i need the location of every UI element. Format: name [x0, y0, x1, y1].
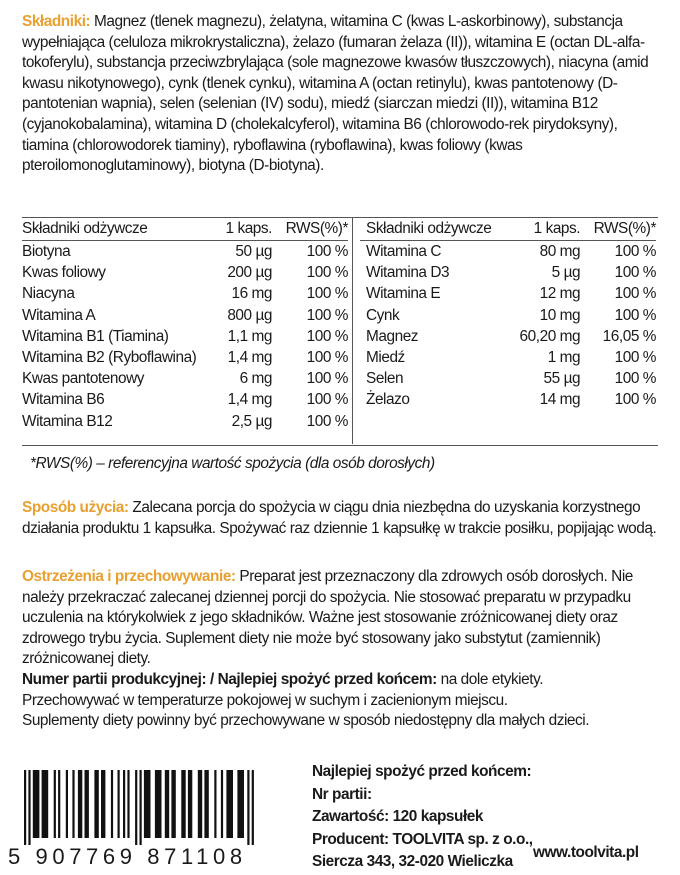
table-row — [22, 368, 348, 389]
barcode-bar — [42, 770, 49, 838]
nutrient-name: Witamina B6 — [22, 391, 105, 409]
table-column-divider — [352, 218, 353, 444]
storage-text: Przechowywać w temperaturze pokojowej w suchym i zacienionym miejscu. — [22, 691, 508, 709]
barcode-bar — [33, 770, 40, 838]
nutrient-amount: 16 mg — [231, 285, 272, 303]
nutrient-rws: 100 % — [306, 264, 348, 282]
barcode-bar — [58, 770, 60, 838]
table-row — [360, 305, 656, 326]
nutrition-table-left — [22, 218, 348, 432]
producer-label: Producent: TOOLVITA sp. z o.o., — [312, 830, 533, 848]
nutrient-rws: 100 % — [306, 327, 348, 345]
nutrient-name: Witamina C — [366, 243, 442, 260]
nutrient-name: Witamina B2 (Ryboflawina) — [22, 349, 197, 367]
ingredients-text: Magnez (tlenek magnezu), żelatyna, witamina C (kwas L-askorbinowy), substancja wypełniająca (celuloza mikrokrystaliczna), żelazo (fumaran żelaza (II)), witamina E (octan DL-alfa-tokoferylu), substancja przeciwzbrylająca (sole magnezowe kwasów tłuszczowych), niacyna (amid kwasu nikotynowego), cynk (tlenek cynku), witamina A (octan retinylu), kwas pantotenowy (D-pantotenian wapnia), selen (selenian (IV) sodu), miedź (siarczan miedzi (II)), witamina B12 (cyjanokobalamina), witamina D (cholekalcyferol), witamina B6 (chlorowodo-rek pirydoksyny), tiamina (chlorowodorek tiaminy), ryboflawina (ryboflawina), kwas foliowy (kwas pteroilomonoglutaminowy), biotyna (D-biotyna). — [22, 13, 649, 175]
nutrient-rws: 16,05 % — [602, 327, 656, 345]
barcode-bar — [28, 770, 30, 845]
nutrient-name: Miedź — [366, 349, 405, 367]
usage-section — [22, 498, 662, 539]
barcode-bar — [155, 770, 162, 838]
barcode-image — [22, 770, 292, 845]
barcode-bar — [181, 770, 185, 838]
nutrient-amount: 80 mg — [539, 243, 581, 260]
barcode-bar — [165, 770, 169, 838]
nutrient-name: Żelazo — [366, 391, 410, 409]
table-row — [22, 389, 348, 410]
nutrient-amount: 6 mg — [239, 370, 272, 388]
contents-label: Zawartość: 120 kapsułek — [312, 808, 484, 826]
table-row — [22, 411, 348, 432]
table-row — [360, 368, 656, 389]
nutrient-amount: 200 µg — [227, 264, 272, 282]
table-row — [360, 262, 656, 283]
batch-text: na dole etykiety. — [436, 670, 544, 688]
nutrition-table-right — [360, 218, 656, 411]
nutrient-rws: 100 % — [614, 349, 656, 367]
usage-label: Sposób użycia: — [22, 499, 129, 516]
warnings-section — [22, 567, 662, 732]
barcode-bar — [118, 770, 120, 838]
nutrient-name: Magnez — [366, 327, 419, 345]
nutrient-amount: 12 mg — [539, 285, 581, 303]
barcode-bar — [72, 770, 74, 838]
table-row — [22, 347, 348, 368]
nutrient-amount: 800 µg — [227, 306, 272, 324]
nutrient-amount: 2,5 µg — [231, 412, 272, 430]
nutrient-amount: 10 mg — [539, 306, 581, 324]
nutrient-rws: 100 % — [614, 391, 656, 409]
nutrient-rws: 100 % — [614, 306, 656, 324]
barcode-bar — [123, 770, 125, 838]
table-row — [360, 347, 656, 368]
barcode-bar — [24, 770, 26, 845]
barcode-bar — [127, 770, 129, 838]
table-row — [22, 241, 348, 263]
barcode-bar — [140, 770, 142, 845]
barcode-bar — [94, 770, 98, 838]
nutrient-name: Witamina E — [366, 285, 441, 303]
nutrient-name: Witamina B12 — [22, 412, 113, 430]
col-header-rws: RWS(%)* — [272, 218, 348, 241]
table-row — [22, 262, 348, 283]
nutrient-name: Witamina A — [22, 306, 96, 324]
nutrient-rws: 100 % — [614, 370, 656, 388]
barcode-bar — [111, 770, 113, 838]
warnings-label: Ostrzeżenia i przechowywanie: — [22, 568, 236, 585]
barcode-bar — [144, 770, 151, 838]
batch-label: Numer partii produkcyjnej: / Najlepiej spożyć przed końcem: — [22, 670, 437, 688]
children-warning: Suplementy diety powinny być przechowywane w sposób niedostępny dla małych dzieci. — [22, 712, 590, 730]
table-row — [360, 326, 656, 347]
usage-text: Zalecana porcja do spożycia w ciągu dnia niezbędna do uzyskania korzystnego działania produktu 1 kapsułka. Spożywać raz dziennie 1 kapsułkę w trakcie posiłku, popijając wodą. — [22, 499, 657, 537]
barcode-bar — [204, 770, 208, 838]
barcode-bar — [237, 770, 244, 838]
nutrient-rws: 100 % — [614, 285, 656, 303]
barcode-digits: 5 907769 871108 — [8, 844, 247, 869]
barcode-bar — [135, 770, 137, 845]
ingredients-section — [22, 12, 662, 177]
rws-footnote: *RWS(%) – referencyjna wartość spożycia (dla osób dorosłych) — [30, 455, 435, 472]
website-link[interactable]: www.toolvita.pl — [533, 844, 639, 861]
barcode-bar — [188, 770, 192, 838]
best-before-label: Najlepiej spożyć przed końcem: — [312, 763, 532, 780]
nutrient-rws: 100 % — [306, 243, 348, 260]
barcode-bar — [66, 770, 68, 838]
nutrient-name: Selen — [366, 370, 404, 388]
nutrient-rws: 100 % — [306, 285, 348, 303]
col-header-amount: 1 kaps. — [210, 218, 272, 241]
col-header-rws: RWS(%)* — [580, 218, 656, 241]
warnings-text: Preparat jest przeznaczony dla zdrowych osób dorosłych. Nie należy przekraczać zalecanej dziennej porcji do spożycia. Nie stosować preparatu w przypadku uczulenia na którykolwiek z jego składników. Ważne jest stosowanie zróżnicowanej diety oraz zdrowego trybu życia. Suplement diety nie może być stosowany jako substytut (zamiennik) zróżnicowanej diety. — [22, 568, 633, 668]
nutrient-rws: 100 % — [306, 349, 348, 367]
nutrient-name: Witamina D3 — [366, 264, 450, 282]
address-label: Siercza 343, 32-020 Wieliczka — [312, 853, 513, 871]
table-row — [360, 389, 656, 410]
barcode-bar — [78, 770, 82, 838]
barcode-bar — [226, 770, 233, 838]
nutrient-amount: 1,4 mg — [227, 349, 272, 367]
nutrient-amount: 1,1 mg — [227, 327, 272, 345]
nutrient-name: Cynk — [366, 306, 400, 324]
nutrient-name: Kwas pantotenowy — [22, 370, 144, 388]
table-row — [22, 305, 348, 326]
table-row — [22, 326, 348, 347]
label-info-block — [312, 761, 533, 874]
col-header-name: Składniki odżywcze — [360, 218, 520, 241]
barcode-bar — [198, 770, 202, 838]
barcode-bar — [252, 770, 254, 845]
barcode-bar — [171, 770, 175, 838]
nutrient-name: Kwas foliowy — [22, 264, 106, 282]
col-header-name: Składniki odżywcze — [22, 218, 210, 241]
barcode-bar — [214, 770, 216, 838]
barcode-bar — [54, 770, 56, 838]
nutrient-name: Witamina B1 (Tiamina) — [22, 327, 169, 345]
barcode-bar — [247, 770, 249, 845]
nutrient-amount: 50 µg — [235, 243, 272, 260]
nutrient-amount: 1 mg — [547, 349, 581, 367]
nutrient-rws: 100 % — [614, 243, 656, 260]
nutrient-amount: 55 µg — [543, 370, 581, 388]
nutrient-amount: 60,20 mg — [519, 327, 581, 345]
table-row — [360, 241, 656, 263]
nutrient-name: Niacyna — [22, 285, 75, 303]
nutrient-amount: 1,4 mg — [227, 391, 272, 409]
batch-number-label: Nr partii: — [312, 785, 372, 803]
nutrient-rws: 100 % — [306, 370, 348, 388]
nutrient-amount: 14 mg — [539, 391, 581, 409]
barcode-bar — [101, 770, 105, 838]
barcode-bar — [221, 770, 223, 838]
nutrient-rws: 100 % — [614, 264, 656, 282]
nutrient-rws: 100 % — [306, 412, 348, 430]
table-row — [360, 283, 656, 304]
table-bottom-rule — [22, 445, 658, 446]
nutrient-name: Biotyna — [22, 243, 71, 260]
nutrient-rws: 100 % — [306, 306, 348, 324]
table-row — [22, 283, 348, 304]
col-header-amount: 1 kaps. — [520, 218, 581, 241]
nutrient-amount: 5 µg — [551, 264, 581, 282]
ingredients-label: Składniki: — [22, 13, 91, 30]
nutrient-rws: 100 % — [306, 391, 348, 409]
barcode-bar — [85, 770, 89, 838]
